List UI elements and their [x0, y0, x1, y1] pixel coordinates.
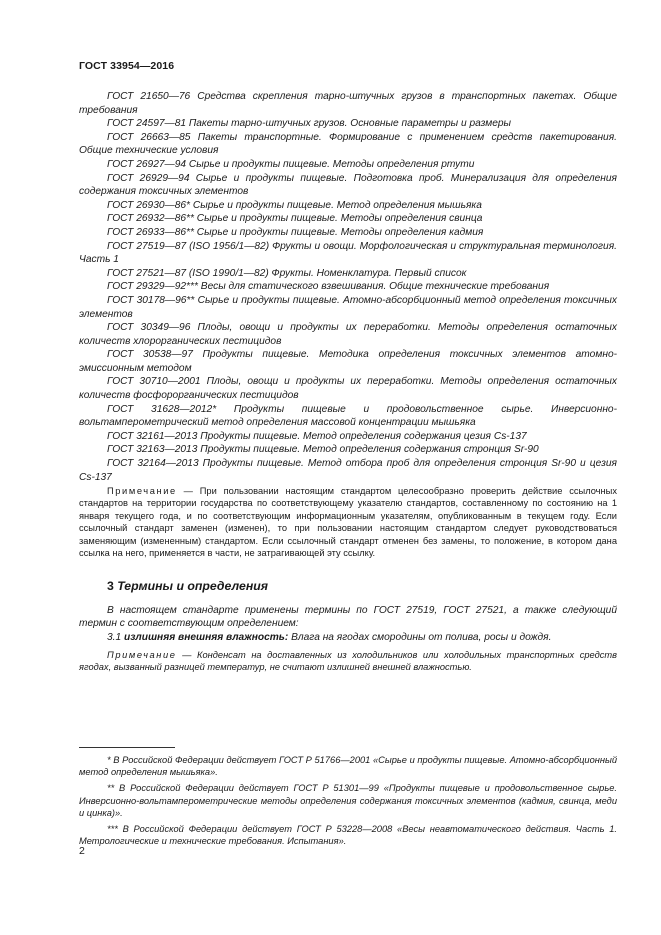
- footnote-divider: [79, 747, 175, 748]
- section-number: 3: [107, 579, 114, 593]
- note-label: Примечание: [107, 486, 177, 496]
- reference-item: ГОСТ 26930—86* Сырье и продукты пищевые. Метод определения мышьяка: [107, 199, 482, 211]
- reference-item: ГОСТ 32161—2013 Продукты пищевые. Метод определения содержания цезия Cs-137: [107, 430, 527, 442]
- footnote: *** В Российской Федерации действует ГОСТ Р 53228—2008 «Весы неавтоматического действия. Часть 1. Метрологические и технические требования. Испытания».: [79, 824, 617, 847]
- note-label: Примечание: [107, 650, 177, 660]
- reference-item: ГОСТ 26932—86** Сырье и продукты пищевые. Методы определения свинца: [107, 213, 483, 225]
- reference-item: ГОСТ 21650—76 Средства скрепления тарно-штучных грузов в транспортных пакетах. Общие требования: [79, 91, 617, 116]
- section-heading: [107, 579, 268, 593]
- reference-item: ГОСТ 29329—92*** Весы для статического взвешивания. Общие технические требования: [107, 281, 550, 293]
- reference-item: ГОСТ 32164—2013 Продукты пищевые. Метод отбора проб для определения стронция Sr-90 и цезия Cs-137: [79, 458, 617, 483]
- section-body: [79, 604, 617, 644]
- reference-item: ГОСТ 26663—85 Пакеты транспортные. Формирование с применением средств пакетирования. Общие технические условия: [79, 131, 617, 157]
- section-intro: В настоящем стандарте применены термины по ГОСТ 27519, ГОСТ 27521, а также следующий термин с соответствующим определением:: [79, 605, 617, 630]
- term-name: излишняя внешняя влажность:: [124, 631, 289, 643]
- reference-item: ГОСТ 26929—94 Сырье и продукты пищевые. Подготовка проб. Минерализация для определения содержания токсичных элементов: [79, 172, 617, 198]
- footnotes: [79, 754, 617, 851]
- reference-item: ГОСТ 24597—81 Пакеты тарно-штучных грузов. Основные параметры и размеры: [107, 118, 512, 130]
- reference-item: ГОСТ 27521—87 (ISO 1990/1—82) Фрукты. Номенклатура. Первый список: [107, 267, 467, 279]
- document-header: ГОСТ 33954—2016: [79, 60, 175, 72]
- term-definition: [79, 631, 617, 644]
- note-text: — При пользовании настоящим стандартом целесообразно проверить действие ссылочных стандартов на территории государства по соответствующему указателю стандартов, составленному по состоянию на 1 января текущего года, и по соответствующим информационным указателям, опубликованным в текущем году. Если ссылочный стандарт заменен (изменен), то при пользовании настоящим стандартом следует руководствоваться заменяющим (измененным) стандартом. Если ссылочный стандарт отменен без замены, то положение, в котором дана ссылка на него, применяется в части, не затрагивающей эту ссылку.: [79, 486, 617, 559]
- page-number: 2: [79, 845, 85, 857]
- references-note: [79, 485, 617, 559]
- reference-item: ГОСТ 27519—87 (ISO 1956/1—82) Фрукты и овощи. Морфологическая и структуральная терминология. Часть 1: [79, 240, 617, 266]
- reference-item: ГОСТ 30178—96** Сырье и продукты пищевые. Атомно-абсорбционный метод определения токсичных элементов: [79, 294, 617, 320]
- reference-item: ГОСТ 30538—97 Продукты пищевые. Методика определения токсичных элементов атомно-эмиссионным методом: [79, 349, 617, 374]
- footnote: * В Российской Федерации действует ГОСТ Р 51766—2001 «Сырье и продукты пищевые. Атомно-абсорбционный метод определения мышьяка».: [79, 755, 617, 778]
- term-number: 3.1: [107, 631, 122, 643]
- reference-item: ГОСТ 31628—2012* Продукты пищевые и продовольственное сырье. Инверсионно-вольтамперометрический метод определения массовой концентрации мышьяка: [79, 403, 617, 429]
- reference-item: ГОСТ 32163—2013 Продукты пищевые. Метод определения содержания стронция Sr-90: [107, 444, 539, 456]
- term-note: [79, 649, 617, 674]
- reference-item: ГОСТ 30349—96 Плоды, овощи и продукты их переработки. Методы определения остаточных количеств хлорорганических пестицидов: [79, 322, 617, 347]
- reference-item: ГОСТ 30710—2001 Плоды, овощи и продукты их переработки. Методы определения остаточных количеств фосфорорганических пестицидов: [79, 376, 617, 402]
- footnote: ** В Российской Федерации действует ГОСТ Р 51301—99 «Продукты пищевые и продовольственное сырье. Инверсионно-вольтамперометрические методы определения содержания токсичных элементов (кадмия, свинца, меди и цинка)».: [79, 783, 617, 818]
- note-text: — Конденсат на доставленных из холодильников или холодильных транспортных средств ягодах, вызванный разницей температур, не считают излишней внешней влажностью.: [79, 650, 617, 673]
- reference-item: ГОСТ 26927—94 Сырье и продукты пищевые. Методы определения ртути: [107, 158, 475, 170]
- term-text: Влага на ягодах смородины от полива, росы и дождя.: [288, 631, 552, 643]
- section-title: Термины и определения: [117, 579, 268, 593]
- reference-list: [79, 90, 617, 484]
- reference-item: ГОСТ 26933—86** Сырье и продукты пищевые. Методы определения кадмия: [107, 226, 484, 238]
